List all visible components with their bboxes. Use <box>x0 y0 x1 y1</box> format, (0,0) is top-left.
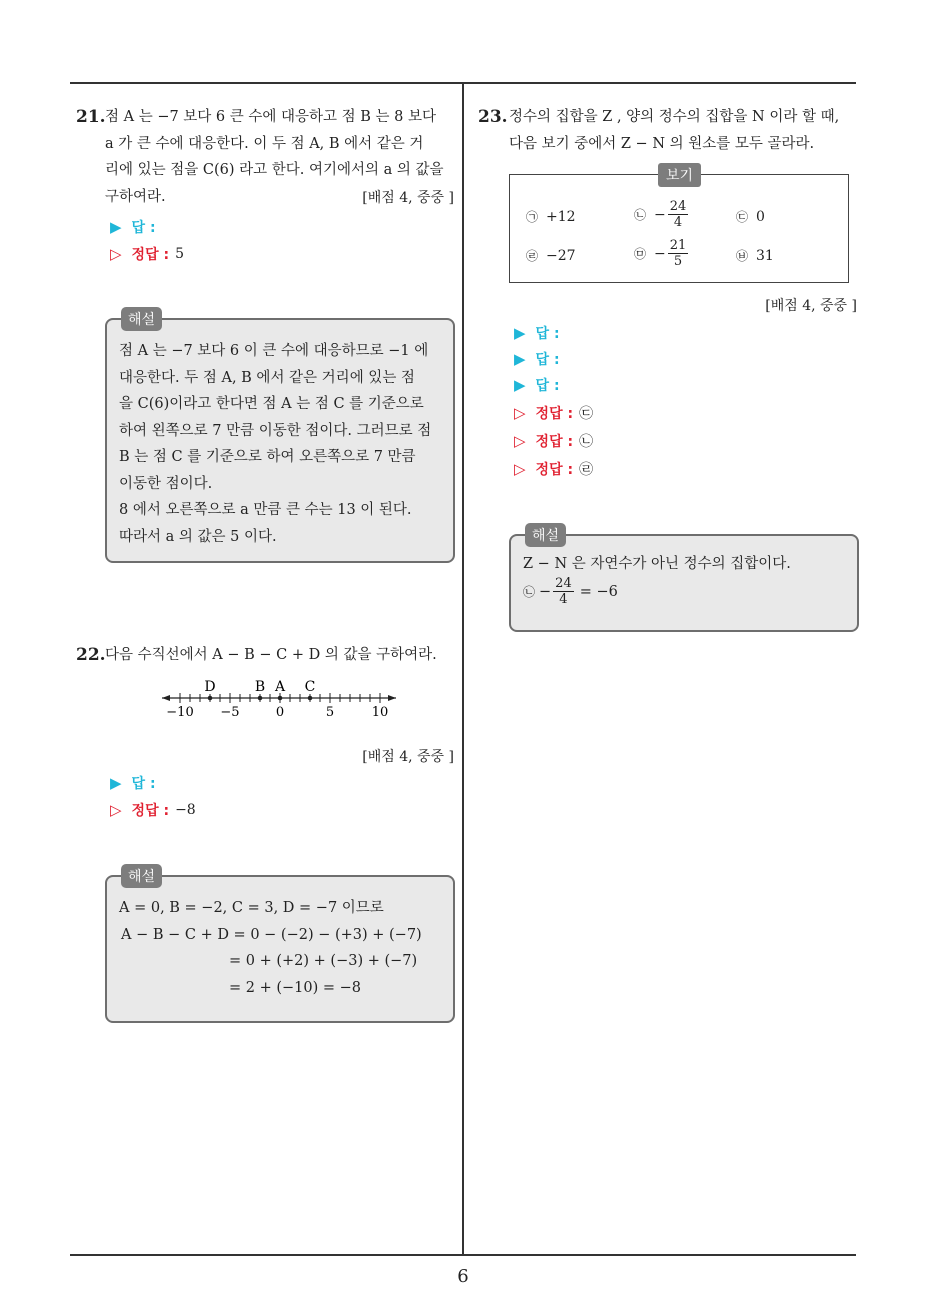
choice-mark: ㉠ <box>526 210 539 224</box>
answer-row <box>110 217 156 237</box>
choices-box <box>509 168 849 283</box>
answer-label: 답 : <box>535 352 560 368</box>
play-icon: ▶ <box>110 218 122 236</box>
outline-triangle-icon: ▷ <box>514 460 526 478</box>
correct-label: 정답 : <box>131 803 170 819</box>
choice-mark: ㉡ <box>634 208 647 222</box>
numerator: 21 <box>669 238 687 253</box>
outline-triangle-icon: ▷ <box>110 801 122 819</box>
score-label: [배점 4, 중중 ] <box>765 298 857 314</box>
result: = −6 <box>579 583 618 600</box>
explanation-line: 하여 왼쪽으로 7 만큼 이동한 점이다. 그러므로 점 <box>119 422 432 439</box>
answer-label: 답 : <box>535 326 560 342</box>
choice-item <box>634 199 690 230</box>
number-line-tick-label: 5 <box>325 705 335 720</box>
choice-mark: ㉡ <box>523 584 536 599</box>
answer-label: 답 : <box>131 776 156 792</box>
number-line-tick-label: −5 <box>220 705 240 720</box>
denominator: 5 <box>673 254 683 269</box>
explanation-line: A = 0, B = −2, C = 3, D = −7 이므로 <box>119 900 384 916</box>
answer-row <box>514 375 560 395</box>
correct-answer-row <box>514 403 593 423</box>
answer-row <box>514 323 560 343</box>
choice-value: +12 <box>546 208 576 225</box>
explanation-line: B 는 점 C 를 기준으로 하여 오른쪽으로 7 만큼 <box>119 449 416 465</box>
fraction-sign: − <box>539 583 552 600</box>
explanation-line: = 0 + (+2) + (−3) + (−7) <box>229 953 418 969</box>
correct-answer-row <box>514 459 593 479</box>
correct-value: ㉣ <box>579 462 594 478</box>
explanation-body <box>523 552 845 607</box>
correct-label: 정답 : <box>535 406 574 422</box>
question-line: a 가 큰 수에 대응한다. 이 두 점 A, B 에서 같은 거 <box>105 135 424 152</box>
fraction <box>668 238 689 269</box>
choice-mark: ㉣ <box>526 249 539 263</box>
choice-mark: ㉢ <box>736 210 749 224</box>
score-label: [배점 4, 중중 ] <box>362 749 454 765</box>
number-line-point <box>258 696 263 701</box>
number-line-point <box>208 696 213 701</box>
explanation-box <box>105 869 455 1023</box>
correct-label: 정답 : <box>535 462 574 478</box>
outline-triangle-icon: ▷ <box>514 404 526 422</box>
page-number: 6 <box>457 1266 469 1287</box>
fraction <box>553 576 574 607</box>
number-line-tick-label: 0 <box>275 705 285 720</box>
explanation-line: = 2 + (−10) = −8 <box>229 979 362 996</box>
number-line <box>160 676 400 722</box>
explanation-tag: 해설 <box>525 523 566 547</box>
choice-sign: − <box>654 206 666 223</box>
left-arrow-icon <box>162 695 170 701</box>
question-number: 23. <box>478 107 508 127</box>
explanation-line: 이동한 점이다. <box>119 475 213 492</box>
number-line-tick-label: −10 <box>166 705 194 720</box>
choice-item <box>634 238 690 269</box>
correct-value: ㉢ <box>579 406 594 422</box>
play-icon: ▶ <box>514 324 526 342</box>
outline-triangle-icon: ▷ <box>110 245 122 263</box>
choice-value: 0 <box>756 208 765 225</box>
explanation-line: A − B − C + D = 0 − (−2) − (+3) + (−7) <box>121 926 422 943</box>
question-text <box>509 104 859 157</box>
numerator: 24 <box>669 199 687 214</box>
number-line-point-label: D <box>204 679 216 695</box>
question-line: 점 A 는 −7 보다 6 큰 수에 대응하고 점 B 는 8 보다 <box>105 109 436 125</box>
column-divider <box>462 82 464 1254</box>
explanation-line: 8 에서 오른쪽으로 a 만큼 큰 수는 13 이 된다. <box>119 502 412 518</box>
correct-answer-row <box>110 800 196 820</box>
question-number: 21. <box>76 107 106 127</box>
fraction <box>668 199 689 230</box>
explanation-body <box>119 895 441 1001</box>
number-line-point-label: C <box>304 679 316 695</box>
correct-value: 5 <box>175 246 184 262</box>
question-text: 다음 수직선에서 A − B − C + D 의 값을 구하여라. <box>105 647 437 663</box>
number-line-point <box>278 696 283 701</box>
numerator: 24 <box>555 576 572 591</box>
explanation-line: 따라서 a 의 값은 5 이다. <box>119 528 277 545</box>
correct-value: ㉡ <box>579 434 594 450</box>
choice-item <box>526 208 576 225</box>
score-label: [배점 4, 중중 ] <box>362 190 454 206</box>
choice-mark: ㉤ <box>634 247 647 261</box>
question-number: 22. <box>76 645 106 665</box>
choice-value: 31 <box>756 247 774 264</box>
explanation-line: 대응한다. 두 점 A, B 에서 같은 거리에 있는 점 <box>119 369 415 386</box>
number-line-point <box>308 696 313 701</box>
right-arrow-icon <box>388 695 396 701</box>
explanation-tag: 해설 <box>121 864 162 888</box>
explanation-body <box>119 338 441 550</box>
play-icon: ▶ <box>514 350 526 368</box>
explanation-line: Z − N 은 자연수가 아닌 정수의 집합이다. <box>523 556 791 572</box>
answer-label: 답 : <box>131 220 156 236</box>
denominator: 4 <box>673 215 683 230</box>
number-line-tick-label: 10 <box>371 705 389 720</box>
explanation-line <box>523 576 845 607</box>
answer-row <box>514 349 560 369</box>
number-line-point-label: B <box>254 679 266 695</box>
answer-label: 답 : <box>535 378 560 394</box>
correct-answer-row <box>110 244 184 264</box>
choice-item <box>736 247 774 264</box>
outline-triangle-icon: ▷ <box>514 432 526 450</box>
correct-value: −8 <box>175 802 196 818</box>
choice-mark: ㉥ <box>736 249 749 263</box>
correct-label: 정답 : <box>535 434 574 450</box>
choice-value: −27 <box>546 247 576 264</box>
choice-sign: − <box>654 245 666 262</box>
choice-item <box>526 247 576 264</box>
choice-item <box>736 208 765 225</box>
question-line: 리에 있는 점을 C(6) 라고 한다. 여기에서의 a 의 값을 <box>105 162 444 178</box>
explanation-tag: 해설 <box>121 307 162 331</box>
question-line: 정수의 집합을 Z , 양의 정수의 집합을 N 이라 할 때, <box>509 109 840 125</box>
explanation-box <box>105 312 455 563</box>
correct-label: 정답 : <box>131 247 170 263</box>
denominator: 4 <box>559 592 568 607</box>
explanation-line: 을 C(6)이라고 한다면 점 A 는 점 C 를 기준으로 <box>119 396 424 412</box>
play-icon: ▶ <box>514 376 526 394</box>
explanation-line: 점 A 는 −7 보다 6 이 큰 수에 대응하므로 −1 에 <box>119 343 429 359</box>
answer-row <box>110 773 156 793</box>
choices-tag: 보기 <box>658 163 701 187</box>
question-line: 구하여라. <box>105 188 166 205</box>
bottom-rule <box>70 1254 856 1256</box>
correct-answer-row <box>514 431 593 451</box>
explanation-box <box>509 528 859 632</box>
play-icon: ▶ <box>110 774 122 792</box>
number-line-point-label: A <box>274 679 286 695</box>
question-line: 다음 보기 중에서 Z − N 의 원소를 모두 골라라. <box>509 135 815 152</box>
